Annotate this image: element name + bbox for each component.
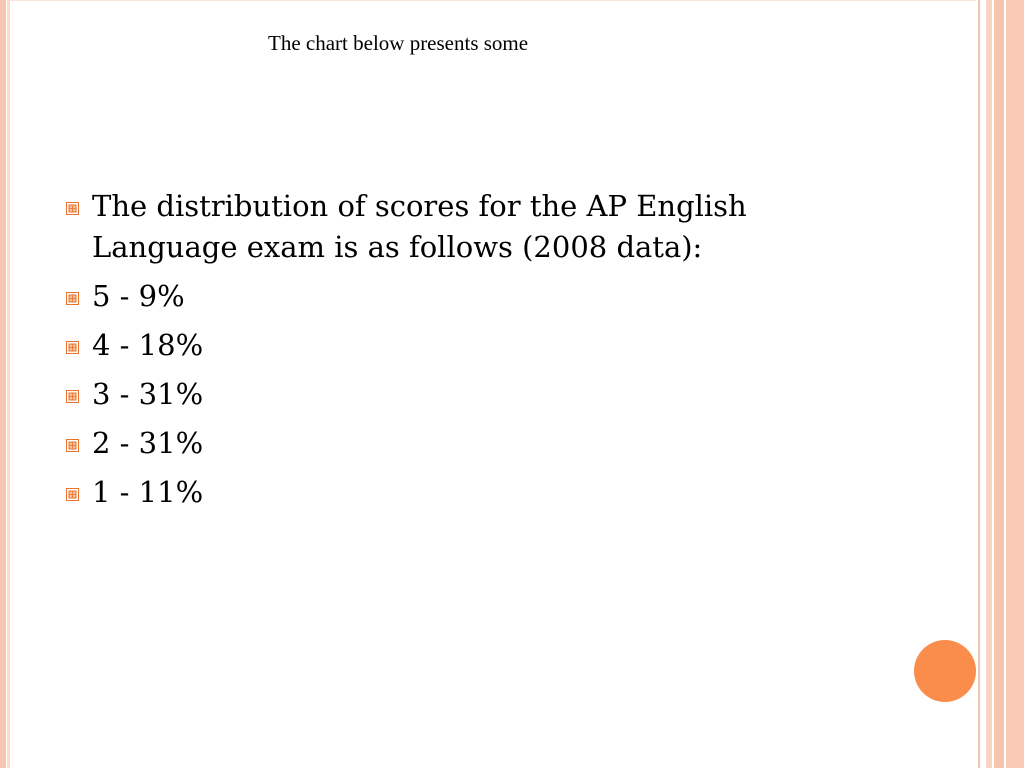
list-item [60,186,820,268]
top-border-line [10,0,976,1]
square-bullet-icon [66,439,79,452]
square-bullet-icon [66,341,79,354]
list-item [60,276,820,317]
list-item [60,472,820,513]
orange-circle-decoration [914,640,976,702]
bullet-list [60,186,820,521]
list-item [60,423,820,464]
bullet-text: The distribution of scores for the AP English Language exam is as follows (2008 data): [92,189,747,264]
left-border-decoration [0,0,10,768]
slide-title: The chart below presents some [268,31,529,55]
bullet-text: 3 - 31% [92,377,204,411]
bullet-text: 1 - 11% [92,475,204,509]
bullet-text: 2 - 31% [92,426,204,460]
bullet-text: 5 - 9% [92,279,185,313]
square-bullet-icon [66,488,79,501]
square-bullet-icon [66,292,79,305]
square-bullet-icon [66,390,79,403]
list-item [60,374,820,415]
right-border-decoration [976,0,1024,768]
bullet-text: 4 - 18% [92,328,204,362]
list-item [60,325,820,366]
square-bullet-icon [66,202,79,215]
